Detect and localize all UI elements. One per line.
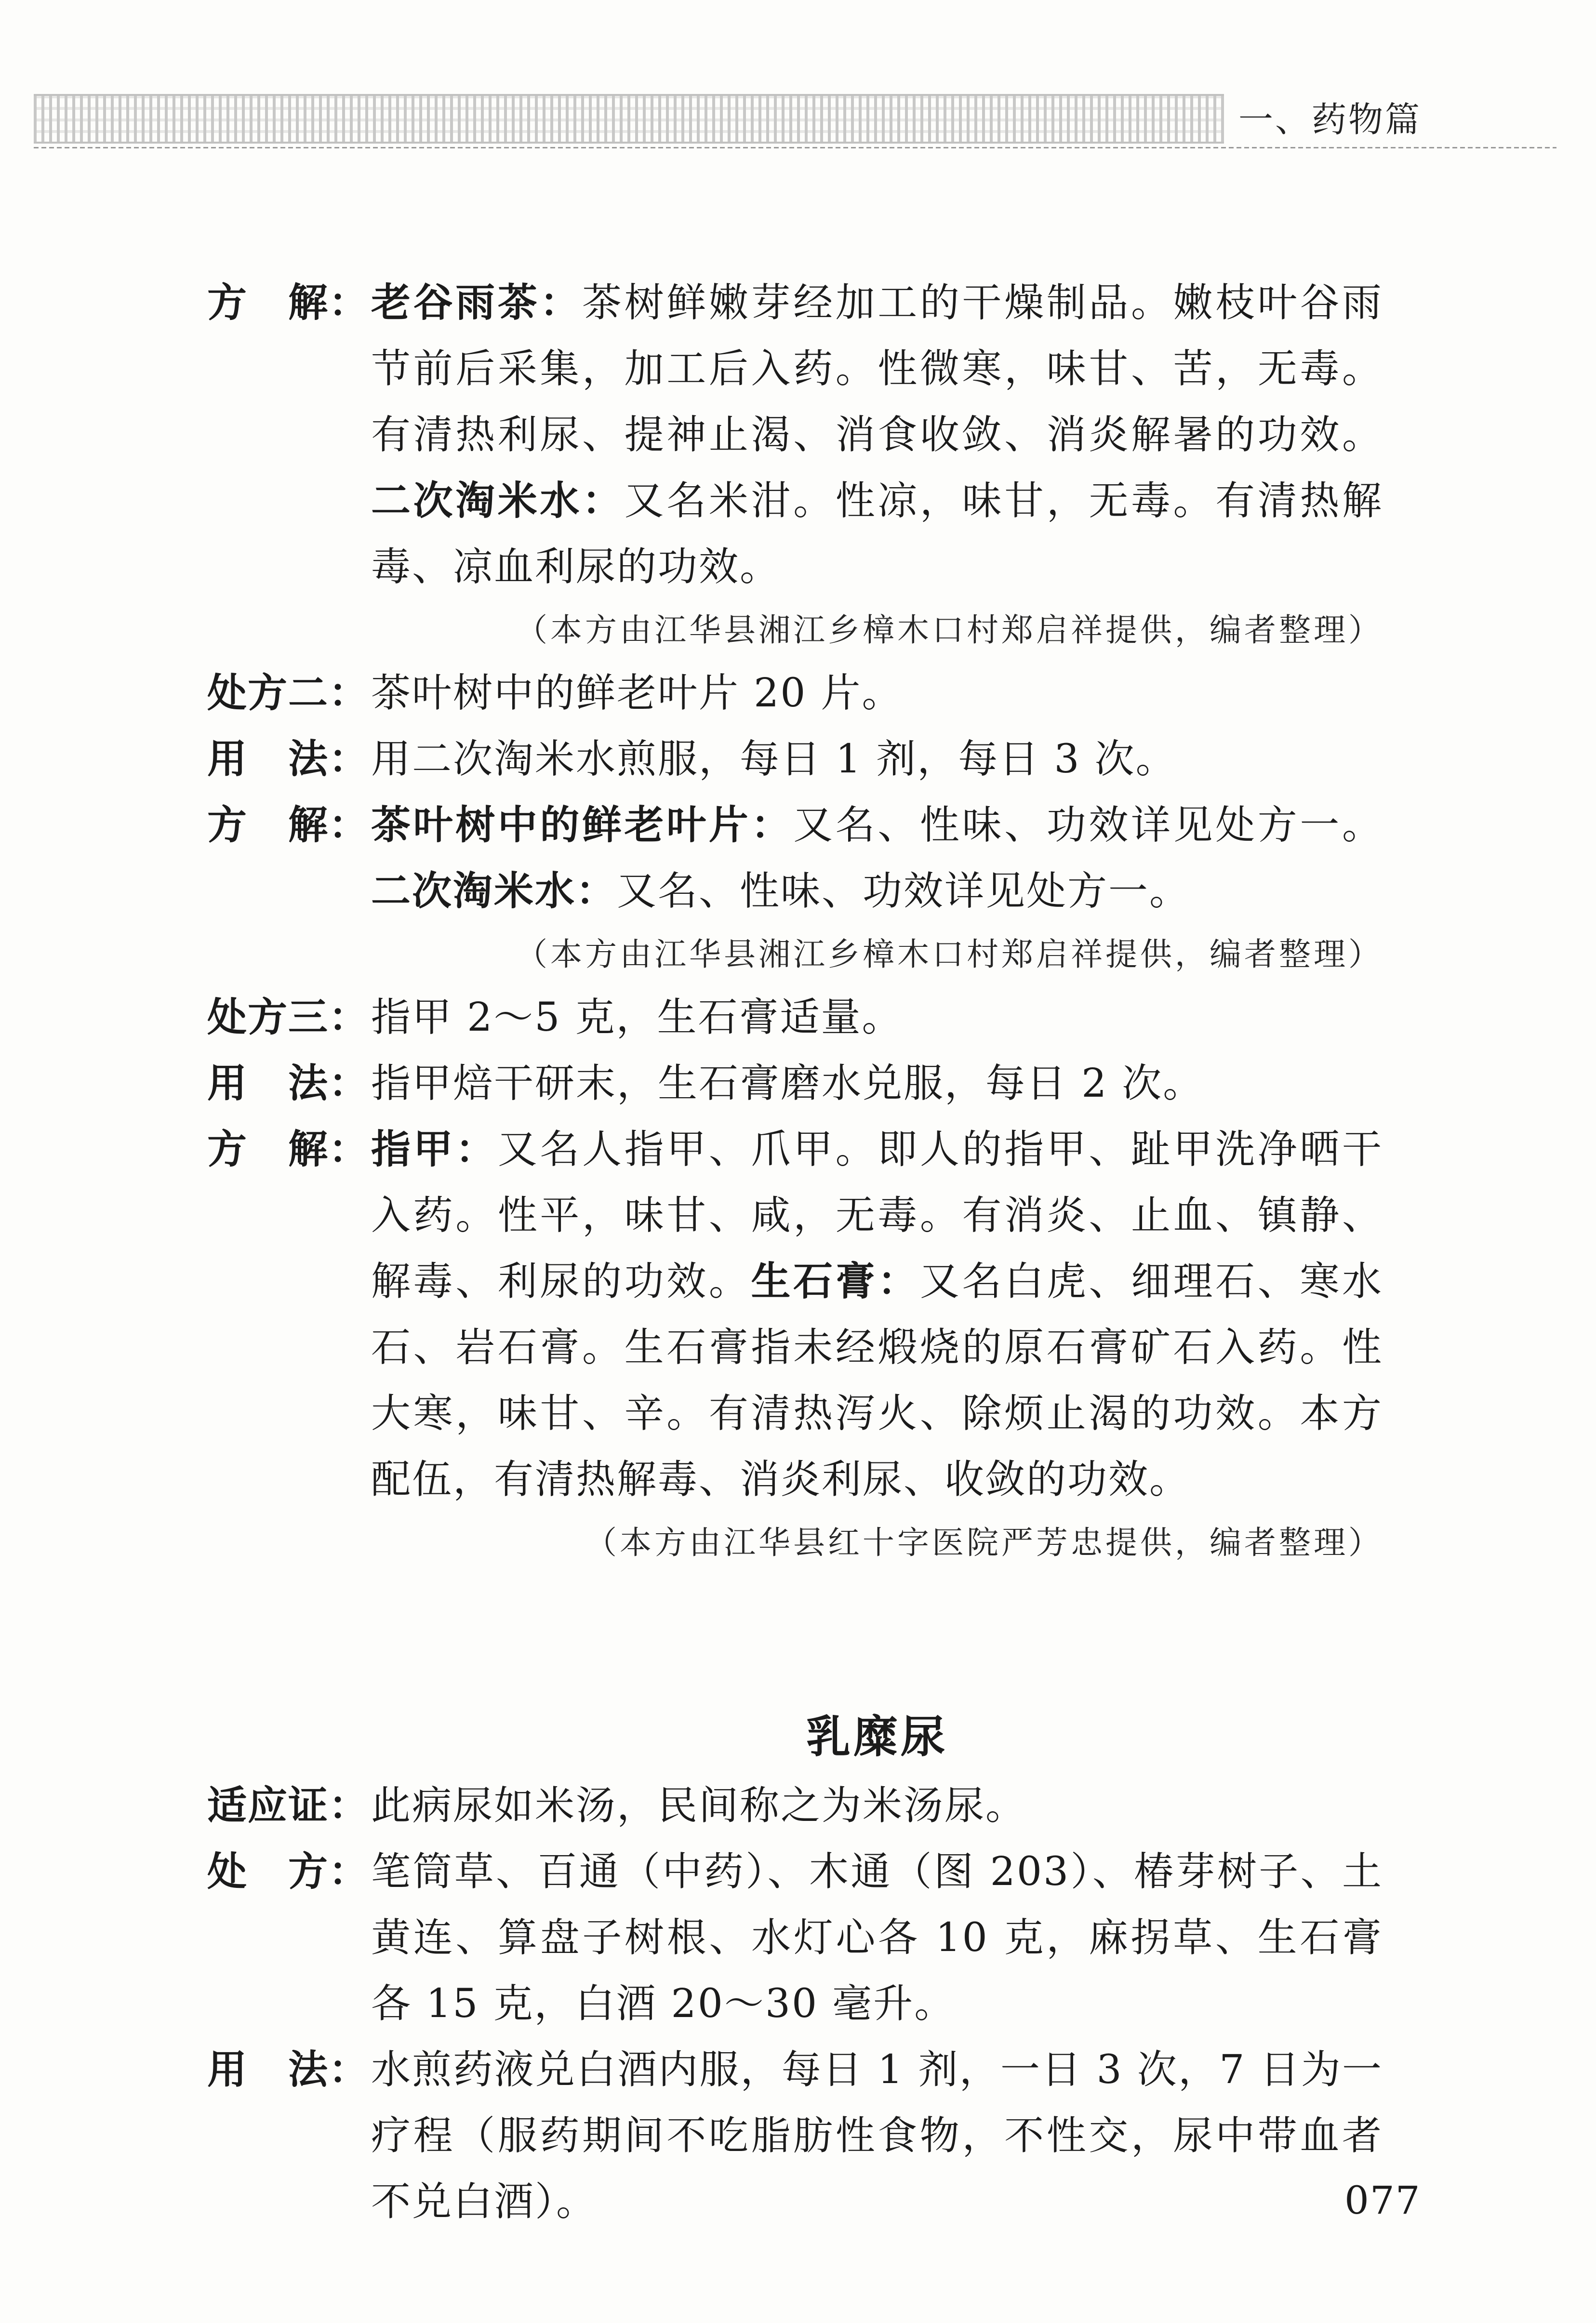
source-note: （本方由江华县湘江乡樟木口村郑启祥提供，编者整理）: [516, 611, 1383, 649]
entry-row: [207, 1773, 1383, 1839]
entry-text-segment: 又名白虎、细理石、寒水石、岩石膏。生石膏指未经煅烧的原石膏矿石入药。性大寒，味甘、辛。有清热泻火、除烦止渴的功效。本方配伍，有清热解毒、消炎利尿、收敛的功效。: [371, 1259, 1383, 1502]
header-section-title: 一、药物篇: [1238, 99, 1422, 140]
entry-text-segment: 水煎药液兑白酒内服，每日 1 剂，一日 3 次，7 日为一疗程（服药期间不吃脂肪性食物，不性交，尿中带血者不兑白酒）。: [371, 2047, 1383, 2225]
header-decorative-band: [34, 94, 1224, 144]
entry-text-segment: 又名、性味、功效详见处方一。: [617, 868, 1191, 914]
entry-label: 用 法：: [207, 1061, 370, 1106]
entry-text: [371, 1839, 1383, 2037]
entry-row: [207, 1050, 1383, 1116]
entry-label: 用 法：: [207, 736, 370, 782]
section-title: 乳糜尿: [806, 1711, 948, 1763]
entry-text: [371, 726, 1383, 792]
entry-row: [207, 1839, 1383, 2037]
herb-name: 老谷雨茶：: [371, 280, 583, 326]
entry-text: [371, 984, 1383, 1050]
entry-text-segment: 指甲 2～5 克，生石膏适量。: [371, 995, 903, 1040]
source-note: （本方由江华县红十字医院严芳忠提供，编者整理）: [585, 1524, 1383, 1561]
entry-text: [371, 1773, 1383, 1839]
prescription-one-explanation: [207, 270, 1383, 600]
entry-text-segment: 又名、性味、功效详见处方一。: [793, 802, 1383, 848]
prescription-two: [207, 660, 1383, 924]
herb-name: 二次淘米水：: [371, 868, 617, 914]
entry-text-segment: 笔筒草、百通（中药）、木通（图 203）、椿芽树子、土黄连、算盘子树根、水灯心各 10 克，麻拐草、生石膏各 15 克，白酒 20～30 毫升。: [371, 1849, 1383, 2027]
entry-text-segment: 用二次淘米水煎服，每日 1 剂，每日 3 次。: [371, 736, 1177, 782]
entry-text-segment: 茶叶树中的鲜老叶片 20 片。: [371, 670, 903, 716]
entry-label: 处 方：: [207, 1849, 370, 1895]
entry-text: [371, 1116, 1383, 1513]
herb-name: 指甲：: [371, 1127, 498, 1172]
entry-text-segment: 又名米泔。性凉，味甘，无毒。有清热解毒、凉血利尿的功效。: [371, 478, 1383, 590]
entry-label: 适应证：: [207, 1783, 370, 1829]
entry-row: [207, 2037, 1383, 2235]
herb-name: 茶叶树中的鲜老叶片：: [371, 802, 794, 848]
entry-text: [371, 792, 1383, 924]
entry-label: 方 解：: [207, 280, 370, 326]
page-content: [207, 270, 1383, 2235]
entry-row: [207, 270, 1383, 600]
entry-text-segment: 指甲焙干研末，生石膏磨水兑服，每日 2 次。: [371, 1061, 1204, 1106]
entry-row: [207, 660, 1383, 726]
entry-row: [207, 984, 1383, 1050]
chyluria-section: [207, 1773, 1383, 2235]
entry-label: 方 解：: [207, 1127, 370, 1172]
prescription-three: [207, 984, 1383, 1513]
entry-row: [207, 726, 1383, 792]
entry-text-segment: 此病尿如米汤，民间称之为米汤尿。: [371, 1783, 1027, 1829]
herb-name: 生石膏：: [751, 1259, 920, 1304]
entry-label: 方 解：: [207, 802, 370, 848]
entry-text: [371, 1050, 1383, 1116]
entry-text: [371, 660, 1383, 726]
entry-label: 用 法：: [207, 2047, 370, 2093]
entry-label: 处方三：: [207, 995, 370, 1040]
entry-text: [371, 270, 1383, 600]
header-divider: [34, 147, 1556, 148]
entry-text-segment: 茶树鲜嫩芽经加工的干燥制品。嫩枝叶谷雨节前后采集，加工后入药。性微寒，味甘、苦，无毒。有清热利尿、提神止渴、消食收敛、消炎解暑的功效。: [371, 280, 1383, 458]
entry-row: [207, 1116, 1383, 1513]
entry-text-segment: 又名人指甲、爪甲。即人的指甲、趾甲洗净晒干入药。性平，味甘、咸，无毒。有消炎、止血、镇静、解毒、利尿的功效。: [371, 1127, 1383, 1304]
source-note: （本方由江华县湘江乡樟木口村郑启祥提供，编者整理）: [516, 936, 1383, 973]
page-number: 077: [1344, 2178, 1421, 2223]
entry-text: [371, 2037, 1383, 2235]
entry-label: 处方二：: [207, 670, 370, 716]
herb-name: 二次淘米水：: [371, 478, 625, 524]
entry-row: [207, 792, 1383, 924]
